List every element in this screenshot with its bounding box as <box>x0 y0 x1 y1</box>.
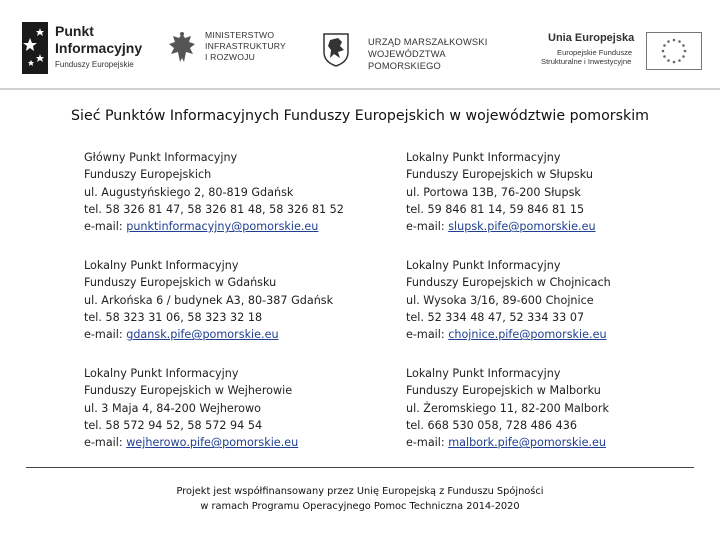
ministry-name <box>205 30 286 63</box>
logo-bar <box>0 0 720 95</box>
office-email-link[interactable]: malbork.pife@pomorskie.eu <box>448 436 606 450</box>
eu-subtitle-2: Strukturalne i Inwestycyjne <box>541 57 632 66</box>
footer-divider <box>26 467 694 468</box>
header-divider <box>0 88 720 90</box>
email-label: e-mail: <box>84 436 127 450</box>
griffin-crest-icon <box>318 30 354 68</box>
office-card-gdansk-main <box>84 149 384 235</box>
office-card-malbork <box>406 365 706 451</box>
marshal-line1: URZĄD MARSZAŁKOWSKI <box>368 37 488 47</box>
office-name-line2: Funduszy Europejskich w Słupsku <box>406 168 593 182</box>
office-phone: tel. 59 846 81 14, 59 846 81 15 <box>406 202 585 216</box>
punkt-informacyjny-logo <box>22 22 152 74</box>
office-phone: tel. 58 323 31 06, 58 323 32 18 <box>84 310 263 324</box>
office-email-row <box>406 218 706 235</box>
footer <box>0 484 720 514</box>
office-phone: tel. 668 530 058, 728 486 436 <box>406 418 577 432</box>
email-label: e-mail: <box>406 436 449 450</box>
office-address: ul. Żeromskiego 11, 82-200 Malbork <box>406 401 609 415</box>
office-name-line1: Lokalny Punkt Informacyjny <box>406 151 561 164</box>
office-name-line1: Lokalny Punkt Informacyjny <box>84 259 239 272</box>
office-address: ul. Arkońska 6 / budynek A3, 80-387 Gdańsk <box>84 293 334 307</box>
office-phone: tel. 58 326 81 47, 58 326 81 48, 58 326 81 52 <box>84 202 344 216</box>
logo-pi-line3: Funduszy Europejskie <box>55 60 134 69</box>
marshal-office-logo <box>318 30 513 70</box>
office-name-line1: Lokalny Punkt Informacyjny <box>406 367 561 380</box>
office-name-line2: Funduszy Europejskich w Malborku <box>406 384 601 398</box>
marshal-office-name <box>368 36 513 72</box>
ministry-logo <box>165 30 290 70</box>
office-address: ul. Wysoka 3/16, 89-600 Chojnice <box>406 293 594 307</box>
star-emblem-icon <box>22 22 48 74</box>
office-card-slupsk <box>406 149 706 235</box>
office-phone: tel. 58 572 94 52, 58 572 94 54 <box>84 418 263 432</box>
logo-pi-line2: Informacyjny <box>55 40 143 56</box>
office-email-link[interactable]: wejherowo.pife@pomorskie.eu <box>126 436 299 450</box>
email-label: e-mail: <box>84 328 127 342</box>
office-address: ul. Augustyńskiego 2, 80-819 Gdańsk <box>84 185 294 199</box>
office-address: ul. 3 Maja 4, 84-200 Wejherowo <box>84 401 261 415</box>
office-name-line1: Główny Punkt Informacyjny <box>84 151 238 164</box>
marshal-line2: WOJEWÓDZTWA POMORSKIEGO <box>368 49 446 71</box>
office-email-link[interactable]: chojnice.pife@pomorskie.eu <box>448 328 607 342</box>
email-label: e-mail: <box>84 220 127 234</box>
email-label: e-mail: <box>406 328 449 342</box>
office-email-link[interactable]: slupsk.pife@pomorskie.eu <box>448 220 596 234</box>
office-email-row <box>406 434 706 451</box>
office-name-line2: Funduszy Europejskich w Chojnicach <box>406 276 611 290</box>
eagle-emblem-icon <box>165 30 199 68</box>
eu-subtitle-1: Europejskie Fundusze <box>557 48 633 57</box>
office-email-row <box>84 218 384 235</box>
office-name-line1: Lokalny Punkt Informacyjny <box>406 259 561 272</box>
ministry-line1: MINISTERSTWO <box>205 30 275 40</box>
office-email-link[interactable]: punktinformacyjny@pomorskie.eu <box>126 220 319 234</box>
office-card-chojnice <box>406 257 706 343</box>
ministry-line2: INFRASTRUKTURY <box>205 41 286 51</box>
office-email-link[interactable]: gdansk.pife@pomorskie.eu <box>126 328 279 342</box>
eu-logo <box>538 30 708 72</box>
office-card-gdansk <box>84 257 384 343</box>
eu-flag-icon <box>646 32 702 70</box>
office-name-line1: Lokalny Punkt Informacyjny <box>84 367 239 380</box>
office-email-row <box>406 326 706 343</box>
office-card-wejherowo <box>84 365 384 451</box>
office-name-line2: Funduszy Europejskich w Wejherowie <box>84 384 293 398</box>
eu-title: Unia Europejska <box>548 32 635 44</box>
office-name-line2: Funduszy Europejskich <box>84 168 212 182</box>
footer-line2: w ramach Programu Operacyjnego Pomoc Techniczna 2014-2020 <box>200 501 520 512</box>
office-phone: tel. 52 334 48 47, 52 334 33 07 <box>406 310 585 324</box>
footer-line1: Projekt jest współfinansowany przez Unię Europejską z Funduszu Spójności <box>176 486 544 497</box>
office-address: ul. Portowa 13B, 76-200 Słupsk <box>406 185 581 199</box>
office-email-row <box>84 326 384 343</box>
ministry-line3: I ROZWOJU <box>205 52 256 62</box>
office-name-line2: Funduszy Europejskich w Gdańsku <box>84 276 277 290</box>
email-label: e-mail: <box>406 220 449 234</box>
page-title: Sieć Punktów Informacyjnych Funduszy Europejskich w województwie pomorskim <box>71 108 649 124</box>
logo-pi-line1: Punkt <box>55 23 94 39</box>
office-email-row <box>84 434 384 451</box>
